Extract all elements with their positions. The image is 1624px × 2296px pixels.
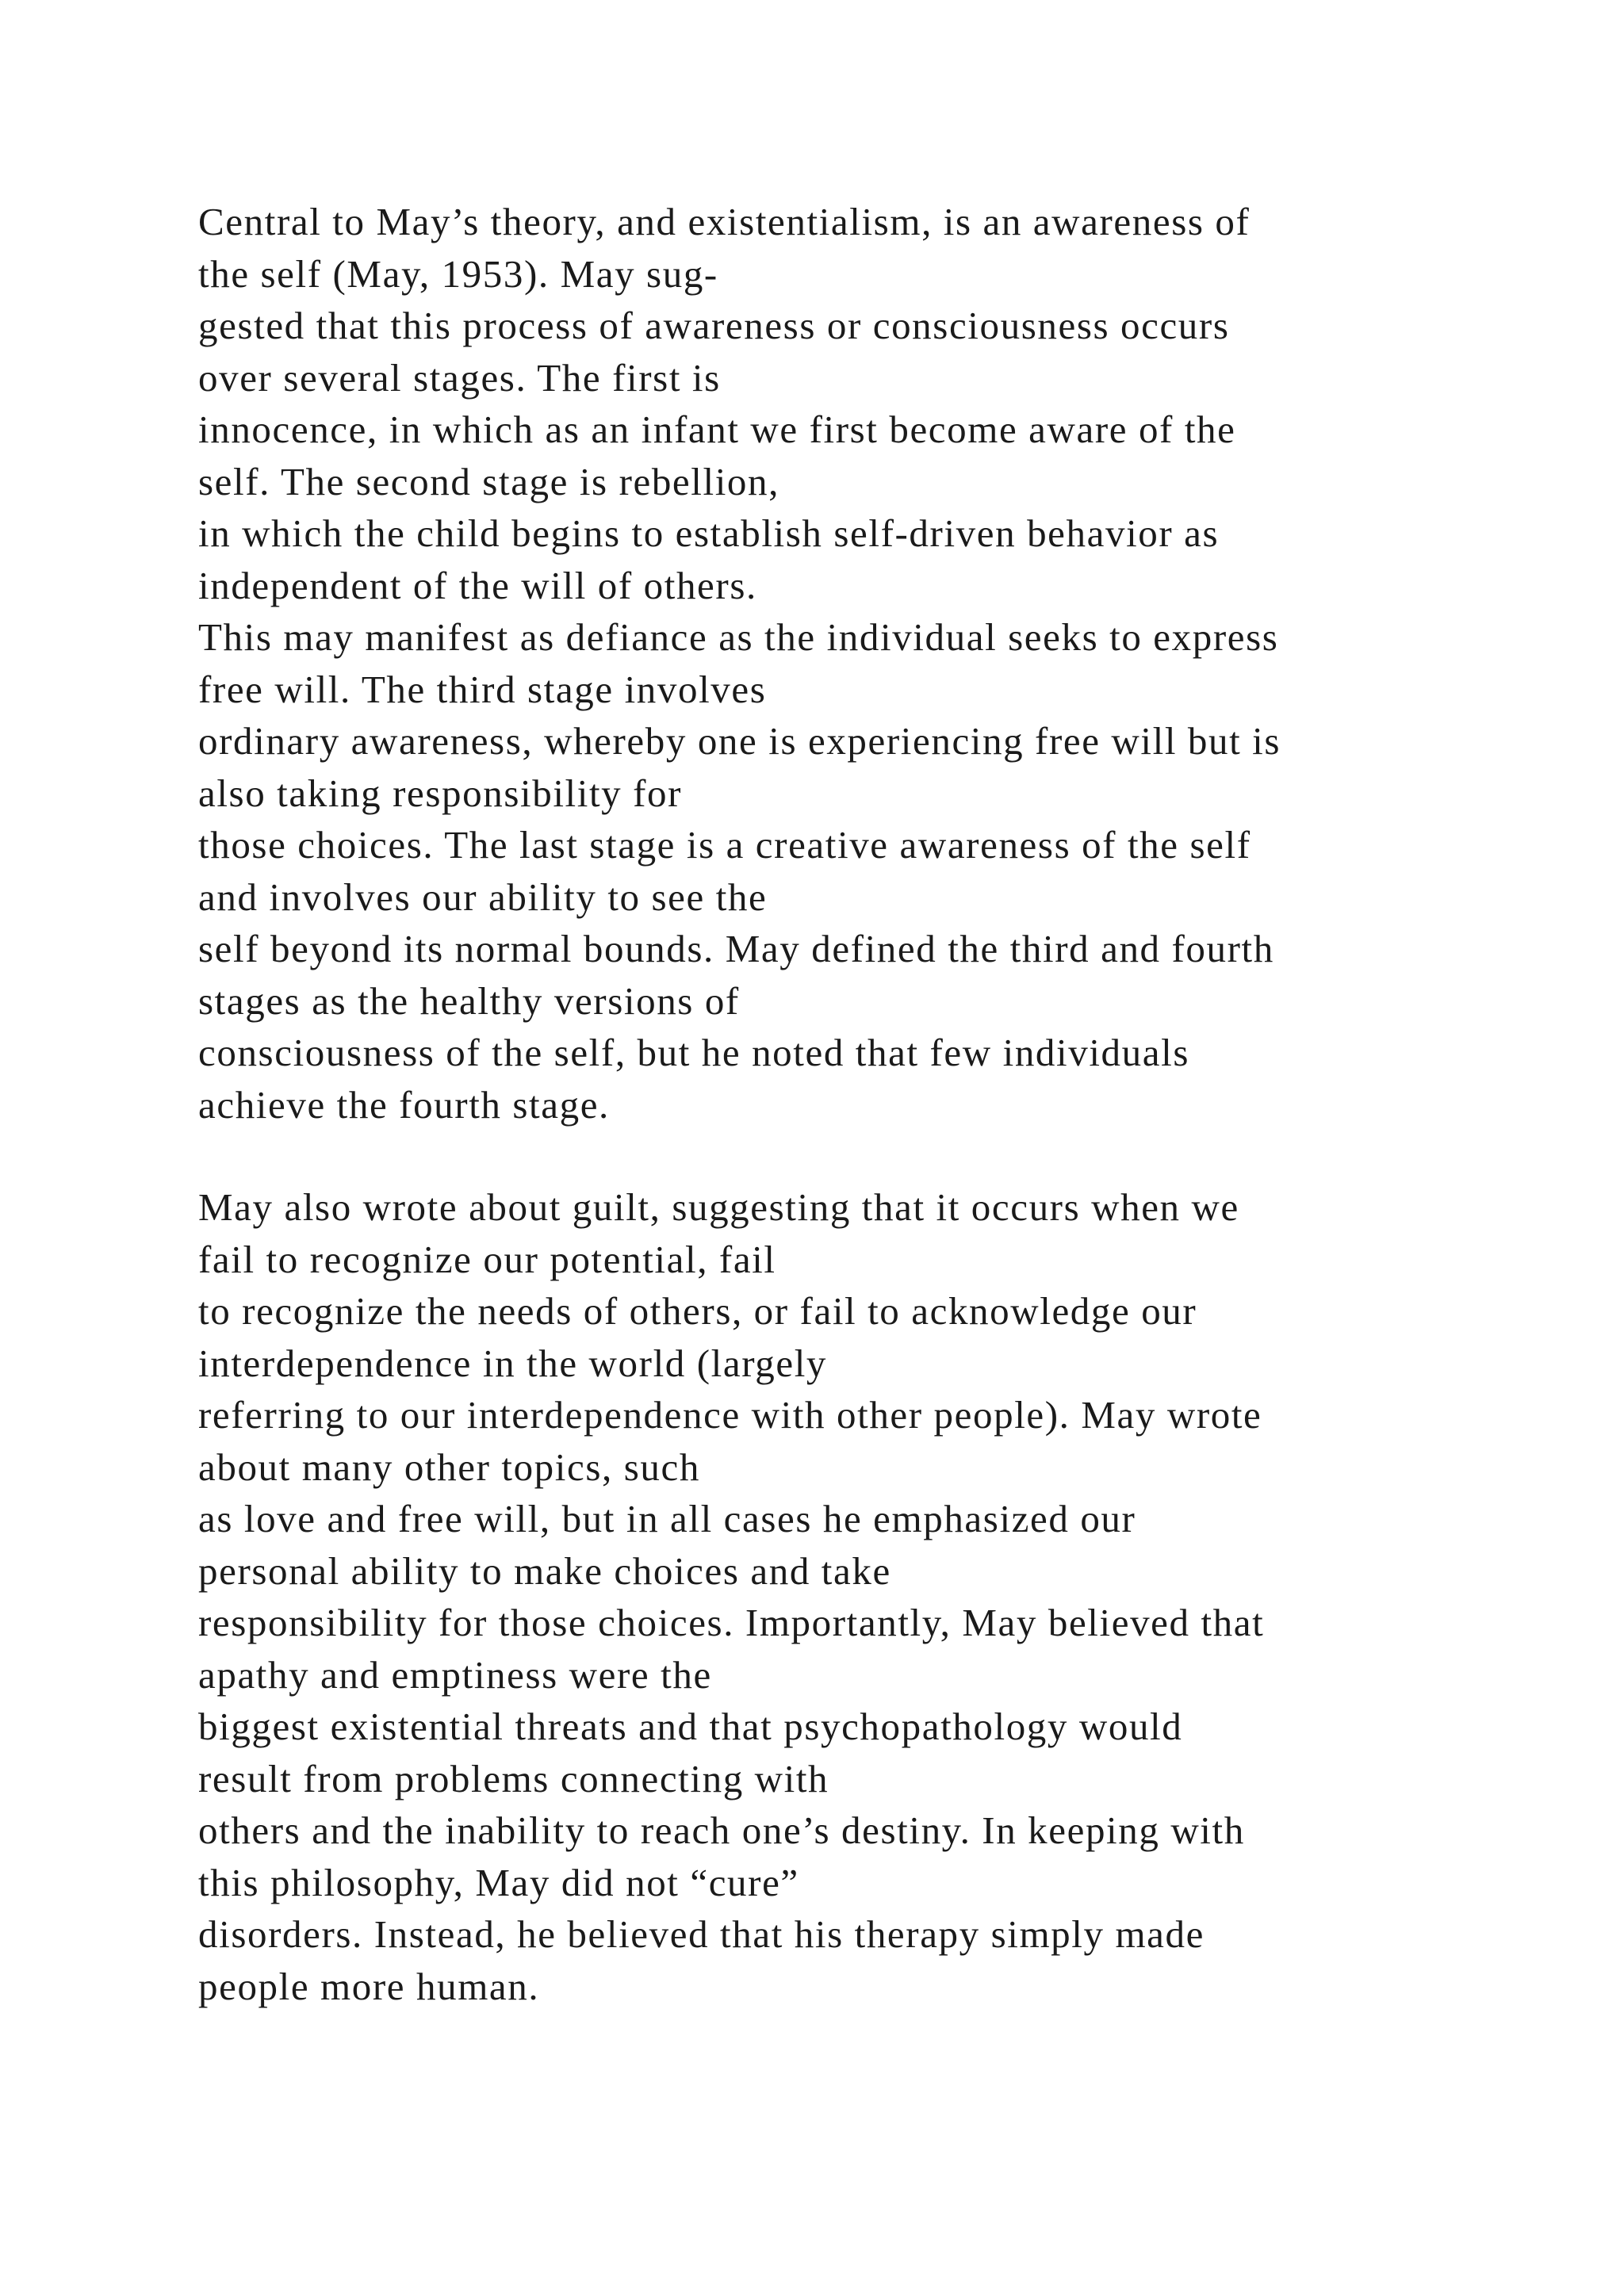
text-line: over several stages. The first is — [198, 355, 721, 400]
text-line: self beyond its normal bounds. May defined the third and fourth — [198, 927, 1274, 970]
text-line: also taking responsibility for — [198, 771, 683, 815]
text-line: apathy and emptiness were the — [198, 1652, 712, 1697]
text-line: self. The second stage is rebellion, — [198, 459, 779, 503]
text-line: This may manifest as defiance as the individual seeks to express — [198, 615, 1279, 659]
text-line: stages as the healthy versions of — [198, 978, 740, 1023]
text-line: disorders. Instead, he believed that his therapy simply made — [198, 1912, 1205, 1956]
text-line: this philosophy, May did not “cure” — [198, 1860, 799, 1904]
text-line: referring to our interdependence with other people). May wrote — [198, 1393, 1262, 1437]
text-line: the self (May, 1953). May sug- — [198, 251, 718, 296]
text-line: Central to May’s theory, and existentialism, is an awareness of — [198, 200, 1251, 243]
text-line: others and the inability to reach one’s destiny. In keeping with — [198, 1808, 1245, 1852]
text-line: ordinary awareness, whereby one is experiencing free will but is — [198, 719, 1281, 763]
text-line: responsibility for those choices. Importantly, May believed that — [198, 1601, 1265, 1644]
text-line: as love and free will, but in all cases he emphasized our — [198, 1497, 1136, 1540]
text-line: free will. The third stage involves — [198, 667, 767, 711]
text-line: people more human. — [198, 1964, 540, 2008]
text-line: those choices. The last stage is a creative awareness of the self — [198, 823, 1251, 867]
paragraph-self-awareness — [198, 196, 1546, 1131]
text-line: consciousness of the self, but he noted that few individuals — [198, 1031, 1189, 1074]
text-line: interdependence in the world (largely — [198, 1341, 828, 1385]
text-line: independent of the will of others. — [198, 563, 757, 607]
text-line: achieve the fourth stage. — [198, 1082, 610, 1127]
text-line: in which the child begins to establish self-driven behavior as — [198, 511, 1220, 555]
text-line: fail to recognize our potential, fail — [198, 1237, 776, 1281]
text-line: innocence, in which as an infant we first become aware of the — [198, 408, 1236, 451]
paragraph-guilt — [198, 1181, 1546, 2012]
text-line: biggest existential threats and that psychopathology would — [198, 1705, 1183, 1748]
text-line: gested that this process of awareness or consciousness occurs — [198, 304, 1230, 347]
text-line: to recognize the needs of others, or fail to acknowledge our — [198, 1289, 1197, 1333]
text-line: about many other topics, such — [198, 1445, 700, 1489]
text-line: result from problems connecting with — [198, 1756, 829, 1800]
text-line: May also wrote about guilt, suggesting that it occurs when we — [198, 1185, 1239, 1229]
text-line: personal ability to make choices and take — [198, 1548, 891, 1593]
text-line: and involves our ability to see the — [198, 874, 768, 919]
